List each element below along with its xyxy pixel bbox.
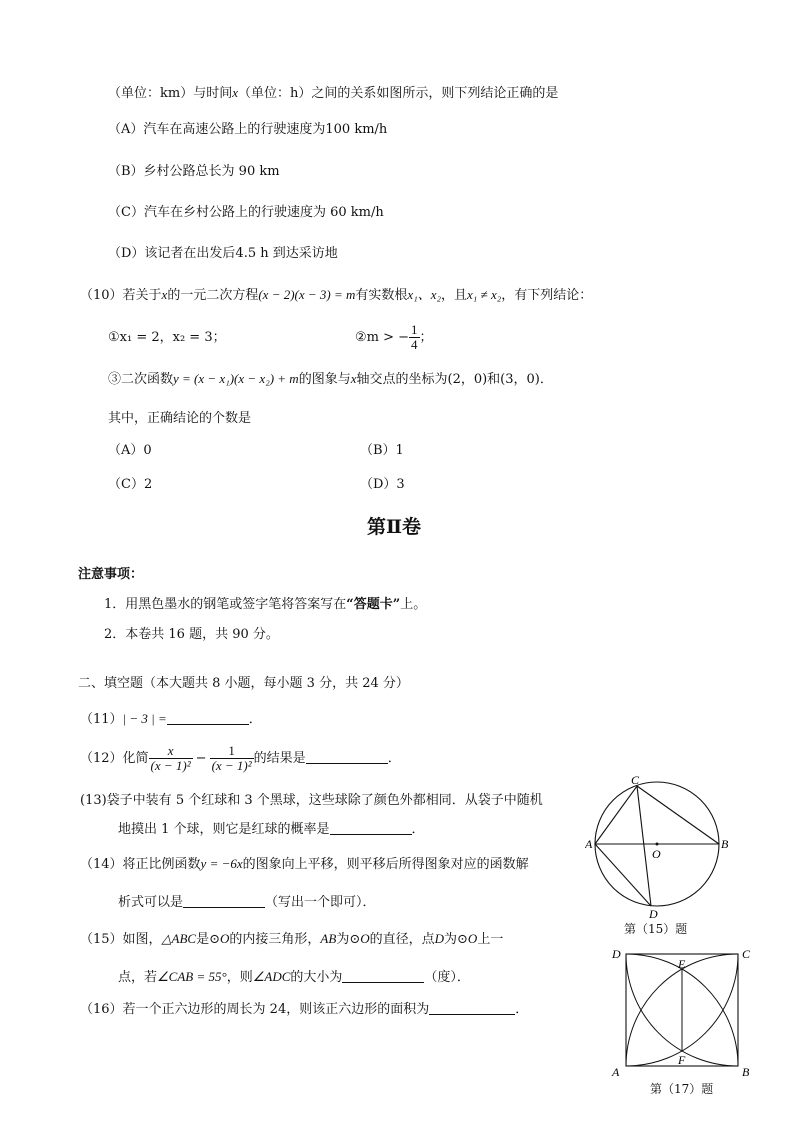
- fig17-label-c: C: [742, 947, 751, 961]
- notes-item-1: [104, 596, 426, 614]
- q15-line-2-post: 的大小为: [290, 970, 343, 985]
- q15-ab: AB: [320, 931, 337, 946]
- q9-stem-cont: （单位：km）与时间: [108, 86, 233, 101]
- q10-neq: x₁ ≠ x₂: [467, 287, 502, 302]
- q9-stem-var: x: [232, 85, 238, 100]
- q15-line-2-mid: ，则: [226, 970, 253, 985]
- q14-line-2-post: （写出一个即可）．: [265, 895, 376, 910]
- q15-t3: 为⊙: [336, 932, 361, 947]
- q11-answer-blank[interactable]: [167, 710, 249, 725]
- q13-answer-blank[interactable]: [330, 820, 412, 835]
- q10-option-a: （A）0: [108, 443, 152, 458]
- fig17-label-d: D: [612, 947, 621, 961]
- q10-c3-pre: ③二次函数: [108, 372, 174, 387]
- q12-post: 的结果是: [253, 751, 306, 766]
- q12: [80, 740, 401, 778]
- q15-t2: 的内接三角形，: [229, 932, 321, 947]
- q12-fraction-2: [210, 744, 254, 773]
- fig15-center-dot: [656, 843, 659, 846]
- q10-c2-pre: ②m > −: [355, 330, 410, 345]
- q10-conclusion-2: [355, 320, 433, 356]
- part2-title: 第Ⅱ卷: [367, 516, 422, 538]
- q10-text-a: 的一元二次方程: [167, 288, 259, 303]
- q10-c2-num: 1: [411, 322, 418, 337]
- q12-f1-num: x: [149, 744, 193, 759]
- q16-text: （16）若一个正六边形的周长为 24，则该正六边形的面积为: [80, 1002, 430, 1017]
- q10-text-b: 有实数根: [355, 288, 408, 303]
- figure-15: [585, 772, 735, 920]
- q9-stem-rest: （单位：h）之间的关系如图所示，则下列结论正确的是: [238, 86, 559, 101]
- fig15-label-d: D: [649, 907, 658, 920]
- q13-line-2: [118, 820, 425, 839]
- fig17-label-b: B: [742, 1065, 750, 1079]
- q10-c2-den: 4: [411, 337, 418, 352]
- fig15-chord-ac: [595, 786, 637, 844]
- q16-end: ．: [515, 1002, 529, 1017]
- fig17-label-e: E: [678, 957, 686, 971]
- q15-angle: ∠CAB = 55°: [157, 969, 227, 984]
- q10-var: x: [161, 287, 168, 302]
- q16-answer-blank[interactable]: [429, 1000, 515, 1015]
- q11-end: ．: [248, 712, 262, 727]
- notes-item-1-post: 上。: [400, 597, 427, 612]
- q15-triangle: △ABC: [161, 931, 197, 946]
- q15-line-1-pre: （15）如图，: [80, 932, 162, 947]
- q15-o1: O: [220, 931, 230, 946]
- q14-line-1-pre: （14）将正比例函数: [80, 857, 201, 872]
- q10-conclusion-1: ①x₁ = 2，x₂ = 3；: [108, 330, 226, 345]
- q15-answer-blank[interactable]: [342, 968, 424, 983]
- q11: [80, 710, 262, 729]
- q15-angle-2: ∠ADC: [252, 969, 291, 984]
- q10-label: （10）若关于: [80, 288, 162, 303]
- q14-line-1: [80, 855, 529, 874]
- q16: [80, 1000, 528, 1019]
- q13-end: ．: [411, 822, 425, 837]
- q10-c3-post: 轴交点的坐标为(2，0)和(3，0)．: [356, 372, 553, 387]
- fig15-label-b: B: [721, 837, 729, 851]
- q15-t1: 是⊙: [196, 932, 221, 947]
- q9-stem: [108, 84, 558, 103]
- q15-t5: 为⊙: [444, 932, 468, 947]
- q10-conclusion-3: [108, 370, 553, 389]
- q15-line-2-end: （度）．: [424, 970, 470, 985]
- q10-c3-func: y = (x − x₁)(x − x₂) + m: [173, 371, 299, 386]
- q11-expr: | − 3 | =: [122, 711, 167, 726]
- q15-d: D: [434, 931, 445, 946]
- fig15-caption: 第（15）题: [624, 922, 688, 936]
- q13-line-2-text: 地摸出 1 个球，则它是红球的概率是: [118, 822, 330, 837]
- fig15-label-a: A: [585, 837, 593, 851]
- fig15-label-o: O: [652, 847, 661, 861]
- fig15-chord-cd: [637, 786, 651, 906]
- q14-func: y = −6x: [200, 856, 243, 871]
- q10-option-c: （C）2: [108, 477, 153, 492]
- q12-end: ．: [387, 751, 401, 766]
- q12-f2-den: (x − 1)²: [211, 758, 252, 773]
- q10-c3-var: x: [350, 371, 357, 386]
- q15-line-1: [80, 930, 503, 949]
- q10-ask: 其中，正确结论的个数是: [108, 411, 252, 426]
- fig17-label-a: A: [612, 1065, 620, 1079]
- q15-t6: 上一: [477, 932, 504, 947]
- q12-fraction-1: [149, 744, 193, 773]
- q15-t4: 的直径，点: [369, 932, 435, 947]
- q12-label: （12）化简: [80, 751, 149, 766]
- q14-line-2: [118, 893, 376, 912]
- q14-line-1-post: 的图象向上平移，则平移后所得图象对应的函数解: [242, 857, 529, 872]
- q10-c2-fraction: [409, 323, 420, 352]
- section2-heading: 二、填空题（本大题共 8 小题，每小题 3 分，共 24 分）: [78, 676, 409, 691]
- q15-line-2-pre: 点，若: [118, 970, 158, 985]
- figure-17: [608, 944, 758, 1080]
- q14-answer-blank[interactable]: [183, 893, 265, 908]
- q12-f2-num: 1: [210, 744, 254, 759]
- q10-option-b: （B）1: [360, 443, 404, 458]
- q15-o3: O: [467, 931, 478, 946]
- q9-option-c: （C）汽车在乡村公路上的行驶速度为 60 km/h: [108, 205, 384, 220]
- fig17-label-f: F: [678, 1053, 686, 1067]
- q10-text-d: ，有下列结论：: [501, 288, 593, 303]
- q14-line-2-pre: 析式可以是: [118, 895, 184, 910]
- fig15-label-c: C: [631, 773, 640, 787]
- q12-answer-blank[interactable]: [306, 749, 388, 764]
- q10-text-c: ，且: [441, 288, 468, 303]
- q10-option-d: （D）3: [360, 477, 405, 492]
- notes-item-1-bold: “答题卡”: [346, 597, 401, 612]
- q10-equation: (x − 2)(x − 3) = m: [258, 287, 356, 302]
- fig15-chord-cb: [637, 786, 719, 844]
- fig17-caption: 第（17）题: [650, 1082, 714, 1096]
- q15-o2: O: [360, 931, 370, 946]
- q12-f1-den: (x − 1)²: [150, 758, 191, 773]
- q12-minus: −: [195, 751, 207, 766]
- q10-c2-post: ；: [419, 330, 433, 345]
- q11-label: （11）: [80, 712, 123, 727]
- notes-item-1-pre: 1．用黑色墨水的钢笔或签字笔将答案写在: [104, 597, 347, 612]
- q9-option-d: （D）该记者在出发后4.5 h 到达采访地: [108, 246, 338, 261]
- q13-line-1: (13)袋子中装有 5 个红球和 3 个黑球，这些球除了颜色外都相同．从袋子中随机: [80, 793, 543, 808]
- q9-option-b: （B）乡村公路总长为 90 km: [108, 164, 280, 179]
- q10-stem: [80, 286, 592, 305]
- notes-heading: 注意事项：: [78, 567, 144, 582]
- q10-c3-mid: 的图象与: [298, 372, 351, 387]
- q15-line-2: [118, 968, 470, 987]
- q10-roots: x₁、x₂: [407, 287, 442, 302]
- q9-option-a: （A）汽车在高速公路上的行驶速度为100 km/h: [108, 122, 388, 137]
- notes-item-2: 2．本卷共 16 题，共 90 分。: [104, 627, 279, 642]
